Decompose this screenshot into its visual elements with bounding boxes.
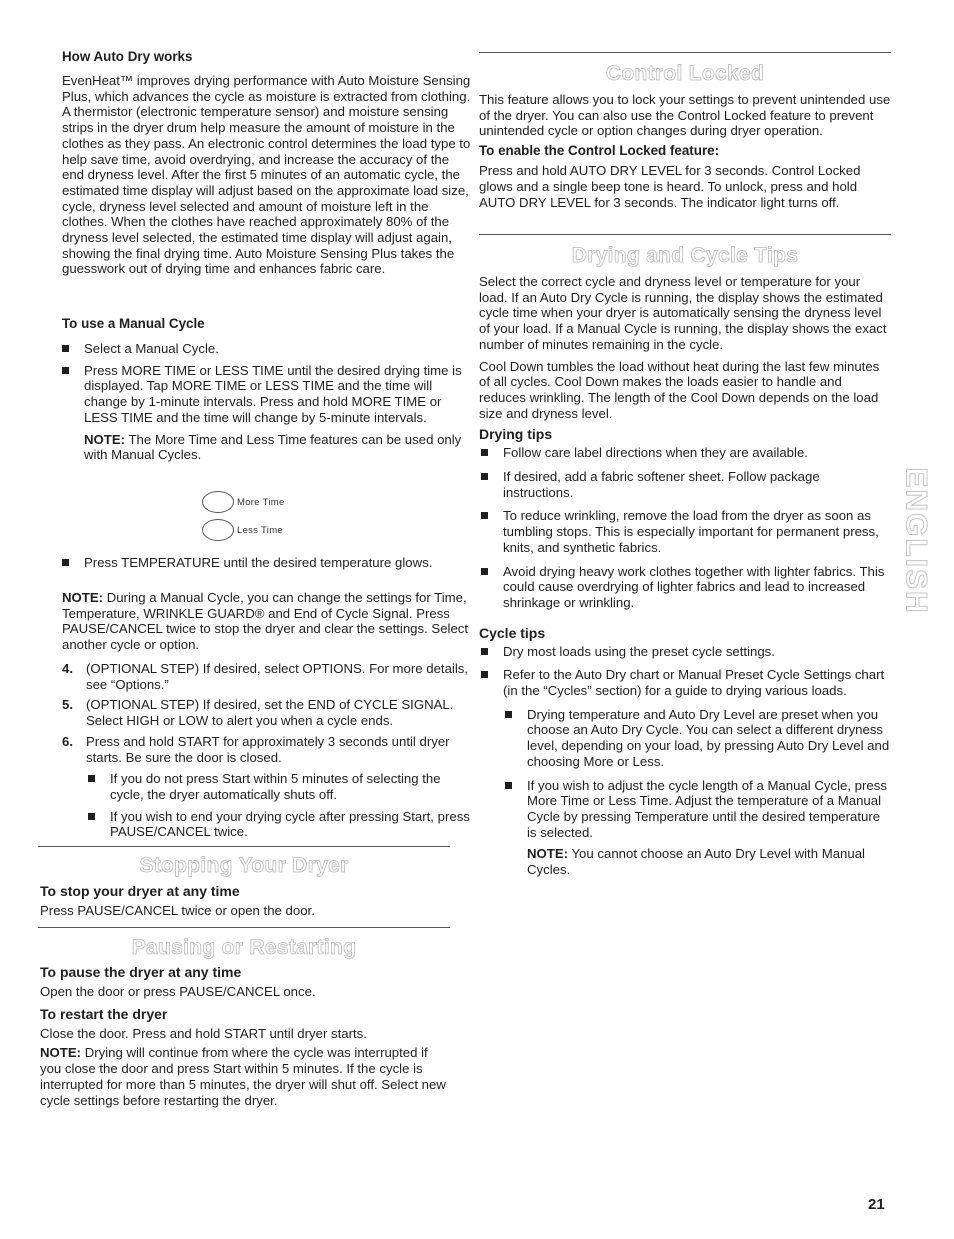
less-time-button: Less Time bbox=[202, 518, 285, 542]
list-item: If you wish to end your drying cycle after pressing Start, press PAUSE/CANCEL twice. bbox=[86, 809, 474, 840]
more-time-button: More Time bbox=[202, 490, 285, 514]
stopping-text: Press PAUSE/CANCEL twice or open the door. bbox=[40, 903, 315, 918]
manual-note: NOTE: The More Time and Less Time features can be used only with Manual Cycles. bbox=[84, 431, 462, 463]
tips-title: Drying and Cycle Tips bbox=[571, 244, 799, 267]
circle-icon bbox=[202, 491, 234, 513]
list-item: Follow care label directions when they are available. bbox=[479, 445, 891, 461]
step-item: 6. Press and hold START for approximately 3 seconds until dryer starts. Be sure the door is closed. bbox=[62, 733, 450, 765]
list-item: Press MORE TIME or LESS TIME until the desired drying time is displayed. Tap MORE TIME or LESS TIME and the time will change by 1-minute intervals. Press and hold MORE TIME or LESS TIME and the time will change by 5-minute intervals. bbox=[60, 363, 470, 426]
drying-tips-list bbox=[479, 445, 891, 610]
list-item: Press TEMPERATURE until the desired temperature glows. bbox=[60, 555, 470, 571]
step-item: 4. (OPTIONAL STEP) If desired, select OPTIONS. For more details, see “Options.” bbox=[62, 661, 469, 692]
time-buttons-illustration bbox=[202, 490, 285, 542]
auto-dry-heading: How Auto Dry works bbox=[62, 49, 193, 64]
list-item: Refer to the Auto Dry chart or Manual Preset Cycle Settings chart (in the “Cycles” section) for a guide to drying various loads. bbox=[479, 667, 891, 698]
restart-text: Close the door. Press and hold START until dryer starts. bbox=[40, 1025, 367, 1041]
restart-heading: To restart the dryer bbox=[40, 1005, 168, 1022]
list-item: If desired, add a fabric softener sheet. Follow package instructions. bbox=[479, 469, 891, 500]
divider bbox=[38, 927, 450, 928]
pausing-note: NOTE: Drying will continue from where the cycle was interrupted if you close the door and press Start within 5 minutes. If the cycle is interrupted for more than 5 minutes, the dryer will shut off. Select new cycle settings before restarting the dryer. bbox=[40, 1045, 446, 1108]
stopping-title: Stopping Your Dryer bbox=[139, 854, 349, 877]
pausing-title: Pausing or Restarting bbox=[131, 936, 357, 959]
cycle-tips-list bbox=[479, 644, 891, 699]
auto-dry-body: EvenHeat™ improves drying performance with Auto Moisture Sensing Plus, which advances the cycle as moisture is extracted from clothing. A thermistor (electronic temperature sensor) and moisture sensing strips in the dryer drum help measure the amount of moisture in the clothes as they pass. An electronic control determines the load type to help save time, avoid overdrying, and increase the accuracy of the end dryness level. After the first 5 minutes of an automatic cycle, the estimated time display will adjust based on the approximate load size, cycle, dryness level selected and amount of moisture left in the clothes. When the clothes have reached approximately 80% of the dryness level selected, the estimated time display will adjust again, showing the final drying time. Auto Moisture Sensing Plus takes the guesswork out of drying time and enhances fabric care. bbox=[62, 73, 471, 277]
control-locked-heading: To enable the Control Locked feature: bbox=[479, 143, 720, 159]
control-locked-title: Control Locked bbox=[605, 62, 765, 85]
control-locked-body: This feature allows you to lock your settings to prevent unintended use of the dryer. You can also use the Control Locked feature to prevent unintended cycle or option changes during dryer operation. bbox=[479, 92, 891, 139]
list-item: If you do not press Start within 5 minutes of selecting the cycle, the dryer automatically shuts off. bbox=[86, 771, 474, 802]
list-item: To reduce wrinkling, remove the load from the dryer as soon as tumbling stops. This is especially important for permanent press, knits, and synthetic fabrics. bbox=[479, 508, 891, 555]
pause-text: Open the door or press PAUSE/CANCEL once. bbox=[40, 984, 316, 999]
manual-note-2: NOTE: During a Manual Cycle, you can change the settings for Time, Temperature, WRINKLE GUARD® and End of Cycle Signal. Press PAUSE/CANCEL twice to stop the dryer and clear the settings. Select another cycle or option. bbox=[62, 590, 469, 653]
list-item: Select a Manual Cycle. bbox=[60, 341, 470, 357]
cycle-tips-sublist bbox=[503, 707, 891, 841]
drying-tips-heading: Drying tips bbox=[479, 426, 553, 443]
manual-cycle-heading: To use a Manual Cycle bbox=[62, 316, 205, 331]
divider bbox=[479, 234, 891, 235]
list-item: Dry most loads using the preset cycle settings. bbox=[479, 644, 891, 660]
control-locked-text: Press and hold AUTO DRY LEVEL for 3 seconds. Control Locked glows and a single beep tone is heard. To unlock, press and hold AUTO DRY LEVEL for 3 seconds. The indicator light turns off. bbox=[479, 163, 861, 210]
step-item: 5. (OPTIONAL STEP) If desired, set the END of CYCLE SIGNAL. Select HIGH or LOW to alert you when a cycle ends. bbox=[62, 697, 454, 729]
steps-list bbox=[62, 661, 474, 765]
step6-sublist bbox=[86, 771, 474, 840]
cycle-tips-heading: Cycle tips bbox=[479, 624, 546, 641]
list-item: If you wish to adjust the cycle length of a Manual Cycle, press More Time or Less Time. Adjust the temperature of a Manual Cycle by pressing Temperature until the desired temperature is selected. bbox=[503, 778, 891, 841]
circle-icon bbox=[202, 519, 234, 541]
tips-p1: Select the correct cycle and dryness level or temperature for your load. If an Auto Dry Cycle is running, the display shows the estimated cycle time when your dryer is automatically sensing the dryness level of your load. If a Manual Cycle is running, the display shows the exact number of minutes remaining in the cycle. bbox=[479, 274, 887, 352]
manual-cycle-list bbox=[60, 341, 470, 426]
language-side-tab: ENGLISH bbox=[900, 467, 934, 615]
list-item: Avoid drying heavy work clothes together with lighter fabrics. This could cause overdrying of lighter fabrics and lead to increased shrinkage or wrinkling. bbox=[479, 564, 891, 611]
pause-heading: To pause the dryer at any time bbox=[40, 964, 242, 980]
divider bbox=[38, 846, 450, 847]
tips-p2: Cool Down tumbles the load without heat during the last few minutes of all cycles. Cool Down makes the loads easier to handle and reduces wrinkling. The length of the Cool Down depends on the load size and dryness level. bbox=[479, 358, 880, 421]
page-number: 21 bbox=[868, 1196, 885, 1213]
list-item: Drying temperature and Auto Dry Level are preset when you choose an Auto Dry Cycle. You can select a different dryness level, depending on your load, by pressing Auto Dry Level and choosing More or Less. bbox=[503, 707, 891, 770]
stopping-heading: To stop your dryer at any time bbox=[40, 883, 240, 899]
tips-note: NOTE: You cannot choose an Auto Dry Level with Manual Cycles. bbox=[527, 846, 865, 878]
divider bbox=[479, 52, 891, 53]
